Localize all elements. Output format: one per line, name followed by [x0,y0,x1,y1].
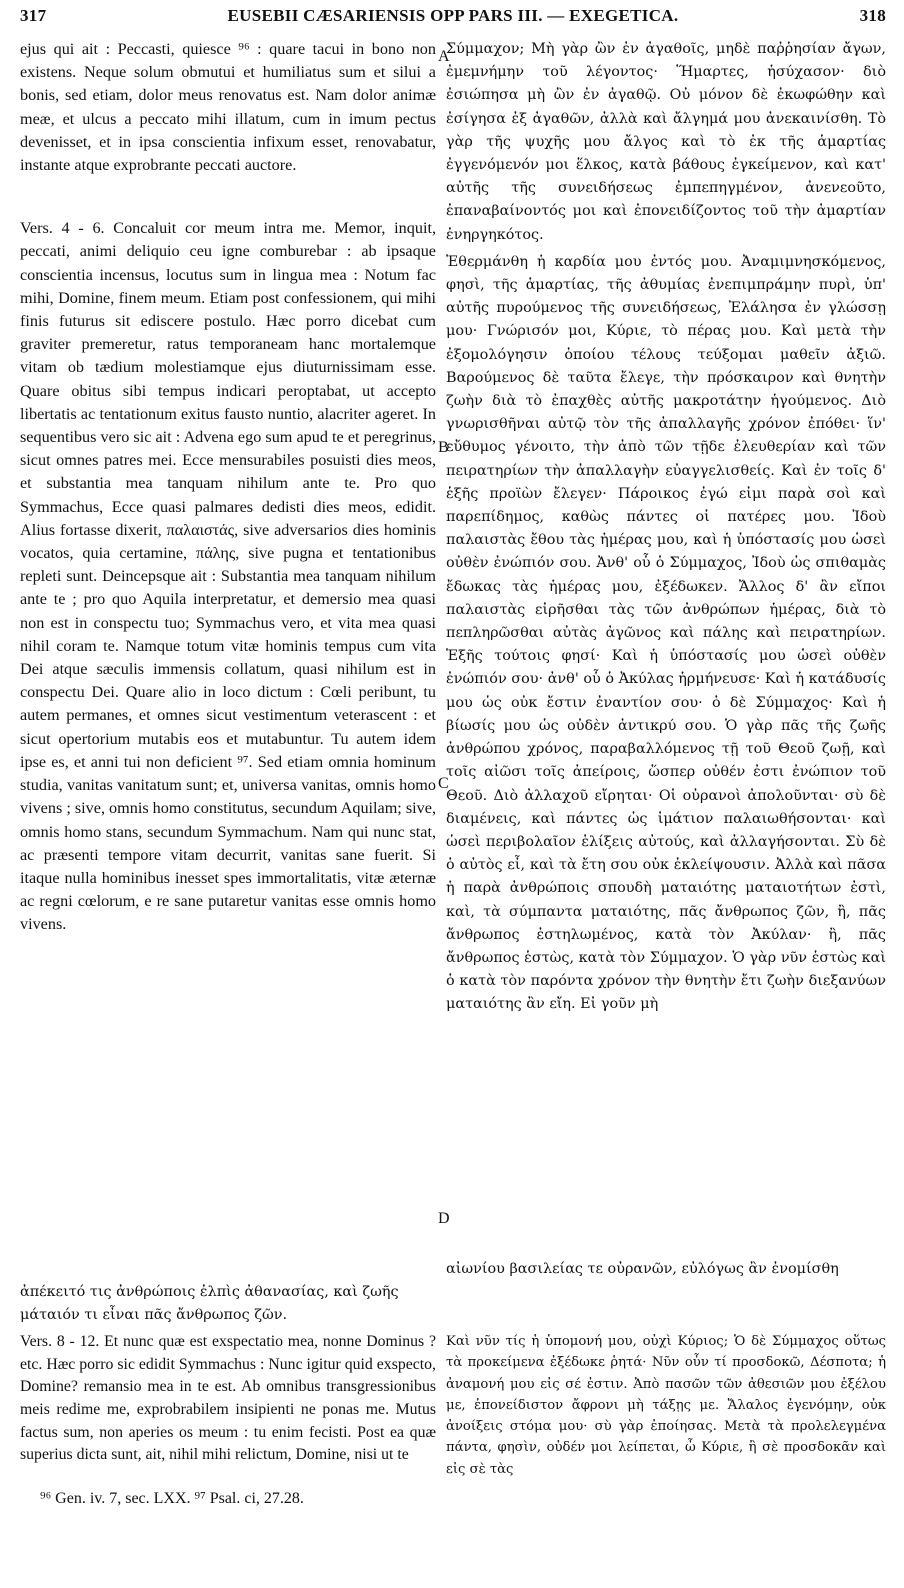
margin-marker-b: B [438,439,449,456]
running-title: EUSEBII CÆSARIENSIS OPP PARS III. — EXEGETICA. [227,6,679,25]
spanning-line-part3: μάταιόν τι εἶναι πᾶς ἄνθρωπος ζῶν. [20,1307,288,1324]
greek-paragraph-3: Καὶ νῦν τίς ἡ ὑπομονή μου, οὐχὶ Κύριος; Ὁ δὲ Σύμμαχος οὕτως τὰ προκείμενα ἐξέδωκε ῥητά· Νῦν οὖν τί προσδοκῶ, Δέσποτα; ἡ ἀναμονή μου εἰς σέ ἐστιν. Ἀπὸ πασῶν τῶν ἀθεσιῶν μου ἐξέλου με, ἐπονείδιστον ἄφρονι μὴ τάξῃς με. Ἄλαλος ἐγενόμην, οὐκ ἀνοίξεις στόμα μου· σὺ γὰρ ἐποίησας. Μετὰ τὰ προλελεγμένα πάντα, φησὶν, οὐδέν μοι λείπεται, ὦ Κύριε, ἢ σὲ προσδοκᾶν καὶ εἰς σὲ τὰς [446,1334,886,1477]
latin-column [20,38,436,937]
page-number-left: 317 [20,6,47,25]
greek-column [446,38,886,1017]
page-number-right: 318 [859,6,886,25]
greek-column-bottom [446,1331,886,1480]
latin-paragraph-3: Vers. 8 - 12. Et nunc quæ est exspectatio mea, nonne Dominus ? etc. Hæc porro sic edidit Symmachus : Nunc igitur quid exspecto, Domine? remansio mea in te est. Ab omnibus transgressionibus meis redime me, exprobrabilem insipienti ne ponas me. Mutus factus sum, non aperies os meum : tu enim fecisti. Post ea quæ superius dicta sunt, ait, nihil mihi relictum, Domine, nisi ut te [20,1333,436,1464]
running-head [20,6,886,32]
margin-marker-c: C [438,775,449,792]
latin-paragraph-2: Vers. 4 - 6. Concaluit cor meum intra me. Memor, inquit, peccati, animi deliquio ceu igne comburebar : ab ipsaque conscientia incensus, locutus sum in lingua mea : Notum fac mihi, Domine, finem meum. Etiam post confessionem, qui mihi finis futurus sit ediscere postulo. Hæc porro dicebat cum graviter premeretur, ratus temporaneam hanc mortalemque vitam ob tædium molestiamque ejus diuturnissimam esse. Quare obitus sibi tempus indicari peroptabat, ut accepto libertatis ac tentationum exitus fausto nuntio, alacriter ageret. In sequentibus vero sic ait : Advena ego sum apud te et peregrinus, sicut omnes patres mei. Ecce mensurabiles posuisti dies meos, et substantia mea tanquam nihilum ante te. Pro quo Symmachus, Ecce quasi palmares dedisti dies meos, edidit. Alius fortasse dixerit, παλαιστάς, sive adversarios dies hominis vocatos, quia certamine, πάλης, sive pugna et tentationibus repleti sunt. Deincepsque ait : Substantia mea tanquam nihilum ante te ; pro quo Aquila interpretatur, et demersio mea quasi non est in conspectu tuo; Symmachus vero, et vita mea quasi nihil coram te. Namque totum vitæ hominis tempus cum vita Dei atque sæculis immensis collatum, quasi nihilum est in conspectu Dei. Quare alio in loco dictum : Cœli peribunt, tu autem permanes, et omnes sicut vestimentum veterascent : et sicut opertorium mutabis eos et mutabuntur. Tu autem idem ipse es, et anni tui non deficient ⁹⁷. Sed etiam omnia hominum studia, vanitas vanitatum sunt; et, universa vanitas, omnis homo vivens ; sive, omnis homo constitutus, secundum Aquilam; sive, omnis homo stans, secundum Symmachum. Nam qui nunc stat, ac præsenti tempore vitam decurrit, vanitas sane fuerit. Si itaque nulla hominibus inesset spes immortalitatis, vitæ æternæ ac regni cœlorum, e re sane putaretur vanitas esse omnis homo vivens. [20,219,436,934]
greek-paragraph-1: Σύμμαχον; Μὴ γὰρ ὢν ἐν ἀγαθοῖς, μηδὲ παῤῥησίαν ἄγων, ἐμεμνήμην τοῦ λέγοντος· Ἥμαρτες, ἡσύχασον· διὸ ἐσιώπησα μὴ ὢν ἐν ἀγαθῷ. Οὐ μόνον δὲ ἐκωφώθην καὶ ἐσίγησα ἐξ ἀγαθῶν, ἀλλὰ καὶ ἄλγημά μου ἀνεκαινίσθη. Τὸ γὰρ τῆς ψυχῆς μου ἄλγος καὶ τὸ ἐκ τῆς ἁμαρτίας ἐγγενόμενόν μοι ἕλκος, κατὰ βάθους ἐγκείμενον, καὶ κατ' αὐτῆς τῆς συνειδήσεως ἐμπεπηγμένον, ἀνενεοῦτο, ἐπαναβαίνοντός μοι καὶ ἐπονειδίζοντος τοῦ τὴν ἁμαρτίαν ἐνηργηκότος. [446,41,886,243]
margin-marker-d: D [438,1210,450,1227]
spanning-greek-lines [20,1261,886,1327]
spanning-line-part2: ἀπέκειτό τις ἀνθρώποις ἐλπὶς ἀθανασίας, καὶ ζωῆς [20,1284,399,1300]
latin-column-bottom [20,1331,436,1467]
margin-marker-a: A [438,48,450,65]
spanning-line-part1: αἰωνίου βασιλείας τε οὐρανῶν, εὐλόγως ἂν ἐνομίσθη [446,1261,839,1277]
latin-paragraph-1: ejus qui ait : Peccasti, quiesce ⁹⁶ : quare tacui in bono non existens. Neque solum obmutui et humiliatus sum et silui a bonis, sed etiam, dolor meus renovatus est. Nam dolor animæ meæ, et ulcus a peccato mihi illatum, cum in imum pectus devenisset, et in ipsa conscientia infixum esset, renovabatur, instante atque exprobrante peccati auctore. [20,40,436,175]
footnotes: ⁹⁶ Gen. iv. 7, sec. LXX. ⁹⁷ Psal. ci, 27.28. [40,1490,304,1507]
greek-paragraph-2: Ἐθερμάνθη ἡ καρδία μου ἐντός μου. Ἀναμιμνησκόμενος, φησὶ, τῆς ἁμαρτίας, τῆς ἀθυμίας ἐνεπιμπράμην πυρὶ, ὑπ' αὐτῆς πυρούμενος τῆς συνειδήσεως, Ἐλάλησα ἐν γλώσσῃ μου· Γνώρισόν μοι, Κύριε, τὸ πέρας μου. Καὶ μετὰ τὴν ἐξομολόγησιν ὁποίου τέλους τεύξομαι μαθεῖν ἀξιῶ. Βαρούμενος δὲ ταῦτα ἔλεγε, τὴν πρόσκαιρον καὶ θνητὴν ζωὴν διὰ τὸ ἐπαχθὲς αὐτῆς μακροτάτην ἡγούμενος. Διὸ γνωρισθῆναι αὐτῷ τὸν τῆς ἀπαλλαγῆς χρόνον ἐπόθει· ἵν' εὔθυμος γένοιτο, τὴν ἀπὸ τῶν τῇδε ἐλευθερίαν καὶ τῶν πειρατηρίων τὴν ἀπαλλαγὴν εὐαγγελισθείς. Καὶ ἐν τοῖς δ' ἑξῆς προϊὼν ἔλεγεν· Πάροικος ἐγώ εἰμι παρὰ σοὶ καὶ παρεπίδημος, καθὼς πάντες οἱ πατέρες μου. Ἰδοὺ παλαιστὰς ἔθου τὰς ἡμέρας μου, καὶ ἡ ὑπόστασίς μου ὡσεὶ οὐθὲν ἐνώπιόν σου. Ἀνθ' οὗ ὁ Σύμμαχος, Ἰδοὺ ὡς σπιθαμὰς ἔδωκας τὰς ἡμέρας μου, ἐξέδωκεν. Ἄλλος δ' ἂν εἴποι παλαιστὰς εἰρῆσθαι τὰς τῶν ἀνθρώπων ἡμέρας, διὰ τὸ πεπληρῶσθαι αὐτὰς ἀγῶνος καὶ πάλης καὶ πειρατηρίων. Ἑξῆς τούτοις φησί· Καὶ ἡ ὑπόστασίς μου ὡσεὶ οὐθὲν ἐνώπιόν σου· ἀνθ' οὗ ὁ Ἀκύλας ἡρμήνευσε· Καὶ ἡ κατάδυσίς μου ὡς οὐκ ἔστιν ἐναντίον σου· ὁ δὲ Σύμμαχος· Καὶ ἡ βίωσίς μου ὡς οὐδὲν ἀντικρύ σου. Ὁ γὰρ πᾶς τῆς ζωῆς ἀνθρώπου χρόνος, παραβαλλόμενος τῇ τοῦ Θεοῦ ζωῇ, καὶ τοῖς αἰῶσι τοῖς ἀπείροις, ὥσπερ οὐθέν ἐστι ἐνώπιον τοῦ Θεοῦ. Διὸ ἀλλαχοῦ εἴρηται· Οἱ οὐρανοὶ ἀπολοῦνται· σὺ δὲ διαμένεις, καὶ πάντες ὡς ἱμάτιον παλαιωθήσονται· καὶ ὡσεὶ περιβολαῖον ἑλίξεις αὐτούς, καὶ ἀλλαγήσονται. Σὺ δὲ ὁ αὐτὸς εἶ, καὶ τὰ ἔτη σου οὐκ ἐκλείψουσιν. Ἀλλὰ καὶ πᾶσα ἡ παρὰ ἀνθρώποις σπουδὴ ματαιότης ματαιοτήτων ἐστὶ, καὶ, τὰ σύμπαντα ματαιότης, πᾶς ἄνθρωπος ζῶν, ἢ, πᾶς ἄνθρωπος ἐστηλωμένος, κατὰ τὸν Ἀκύλαν· ἢ, πᾶς ἄνθρωπος ἑστὼς, κατὰ τὸν Σύμμαχον. Ὁ γὰρ νῦν ἑστὼς καὶ ὁ κατὰ τὸν παρόντα χρόνον τὴν θνητὴν ἔτι ζωὴν διεξανύων ματαιότης ἂν εἴη. Εἰ γοῦν μὴ [446,253,886,1013]
